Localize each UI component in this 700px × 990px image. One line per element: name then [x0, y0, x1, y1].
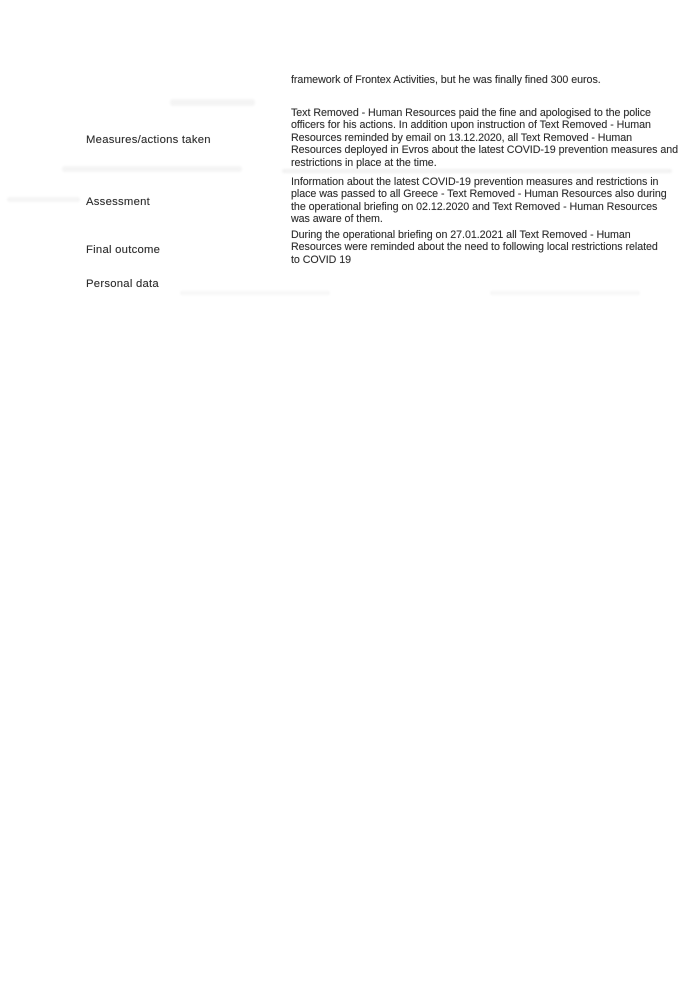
paragraph-line: officers for his actions. In addition upon instruction of Text Removed - Human [291, 119, 651, 132]
assessment-paragraph [291, 176, 686, 226]
paragraph-line: During the operational briefing on 27.01.2021 all Text Removed - Human [291, 229, 631, 241]
field-label-assessment: Assessment [86, 196, 151, 208]
paragraph-line: restrictions in place at the time. [291, 156, 437, 169]
measures-paragraph [291, 107, 686, 169]
scan-artifact [180, 291, 330, 295]
paragraph-line: the operational briefing on 02.12.2020 and Text Removed - Human Resources [291, 200, 658, 213]
scan-artifact [62, 166, 242, 172]
intro-line: framework of Frontex Activities, but he was finally fined 300 euros. [291, 74, 601, 86]
paragraph-line: was aware of them. [291, 213, 383, 226]
paragraph-line: Resources were reminded about the need to following local restrictions related [291, 241, 658, 254]
paragraph-line: Text Removed - Human Resources paid the fine and apologised to the police [291, 107, 651, 119]
scan-artifact [490, 291, 640, 295]
final-outcome-paragraph [291, 229, 686, 266]
field-label-personal-data: Personal data [86, 278, 159, 290]
paragraph-line: Resources reminded by email on 13.12.2020, all Text Removed - Human [291, 131, 633, 144]
field-label-final-outcome: Final outcome [86, 244, 161, 256]
paragraph-line: Resources deployed in Evros about the latest COVID-19 prevention measures and [291, 144, 679, 157]
scan-artifact [282, 169, 672, 173]
scan-artifact [7, 197, 80, 202]
intro-paragraph [291, 74, 686, 86]
scan-artifact [170, 99, 255, 106]
paragraph-line: place was passed to all Greece - Text Removed - Human Resources also during [291, 188, 667, 201]
field-label-measures-actions-taken: Measures/actions taken [86, 134, 211, 146]
paragraph-line: to COVID 19 [291, 253, 352, 266]
paragraph-line: Information about the latest COVID-19 prevention measures and restrictions in [291, 176, 659, 188]
